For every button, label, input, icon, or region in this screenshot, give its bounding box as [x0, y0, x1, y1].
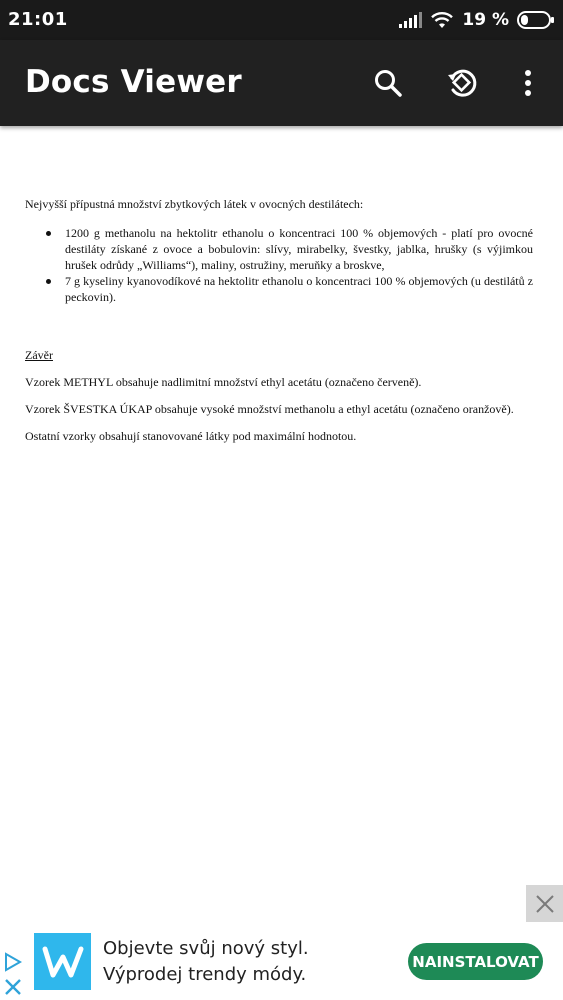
battery-percent: 19 %: [462, 10, 509, 30]
status-time: 21:01: [8, 9, 68, 30]
wish-logo-icon: [41, 945, 85, 979]
rotate-button[interactable]: [440, 61, 484, 105]
search-button[interactable]: [366, 61, 410, 105]
search-icon: [373, 68, 403, 98]
bullet-icon: [46, 231, 51, 236]
list-item-text: 1200 g methanolu na hektolitr ethanolu o koncentraci 100 % objemových - platí pro ovocné destiláty získané z ovoce a bobulovin: slívy, mirabelky, švestky, jablka, hrušky (s výjimkou hrušek odrůdy „Williams“), maliny, ostružiny, meruňky a broskve,: [65, 226, 533, 272]
app-title: Docs Viewer: [25, 64, 242, 100]
limits-list: [25, 225, 533, 305]
ad-banner[interactable]: [0, 922, 563, 1000]
ad-text[interactable]: Objevte svůj nový styl. Výprodej trendy módy.: [103, 938, 309, 985]
adchoices-play-icon[interactable]: [3, 952, 23, 972]
list-item: [25, 273, 533, 305]
status-icons: [390, 8, 555, 32]
more-options-button[interactable]: [506, 61, 550, 105]
app-bar: [0, 40, 563, 126]
rotate-icon: [445, 66, 479, 100]
install-button[interactable]: NAINSTALOVAT: [408, 943, 543, 980]
wifi-icon: [430, 10, 454, 30]
ad-dismiss-icon[interactable]: [4, 978, 22, 996]
bullet-icon: [46, 279, 51, 284]
list-item-text: 7 g kyseliny kyanovodíkové na hektolitr ethanolu o koncentraci 100 % objemových (u destilátů z peckovin).: [65, 274, 533, 304]
document-intro: Nejvyšší přípustná množství zbytkových látek v ovocných destilátech:: [25, 197, 364, 211]
status-bar: [0, 0, 563, 40]
ad-close-button[interactable]: [526, 885, 563, 922]
more-vert-icon: [523, 68, 533, 98]
wish-logo[interactable]: [34, 933, 91, 990]
document-page: [25, 196, 533, 455]
signal-icon: [398, 11, 422, 29]
conclusion-heading: Závěr: [25, 348, 53, 362]
paragraph: Vzorek METHYL obsahuje nadlimitní množství ethyl acetátu (označeno červeně).: [25, 375, 422, 389]
list-item: [25, 225, 533, 273]
battery-icon: [517, 10, 555, 30]
paragraph: Ostatní vzorky obsahují stanovované látky pod maximální hodnotou.: [25, 429, 357, 443]
close-icon: [534, 893, 556, 915]
paragraph: Vzorek ŠVESTKA ÚKAP obsahuje vysoké množství methanolu a ethyl acetátu (označeno oranžově).: [25, 402, 514, 416]
